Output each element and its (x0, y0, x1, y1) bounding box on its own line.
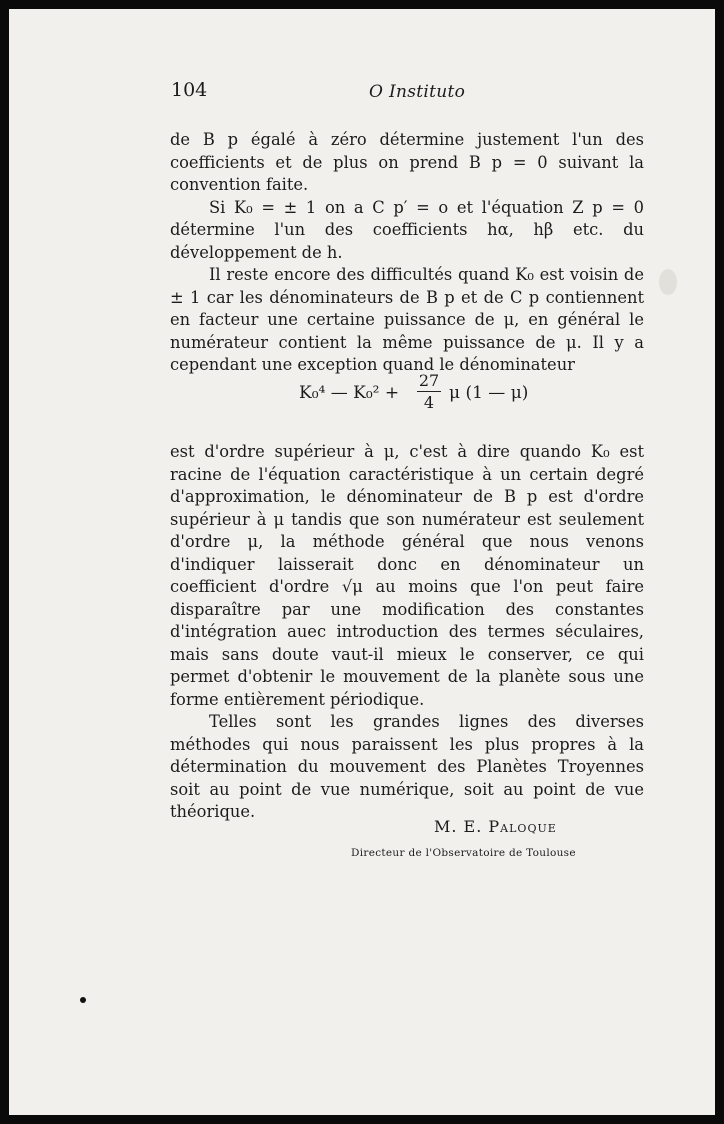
paper-fold-mark (659, 269, 677, 295)
text-after-formula (170, 441, 644, 824)
paragraph: Il reste encore des difficultés quand K₀ est voisin de ± 1 car les dénominateurs de B p et de C p contiennent en facteur une certaine puissance de μ, en général le numérateur contient la même puissance de μ. Il y a cependant une exception quand le dénominateur (170, 265, 644, 374)
text-before-formula (170, 129, 644, 377)
paragraph: Telles sont les grandes lignes des diverses méthodes qui nous paraissent les plus propres à la détermination du mouvement des Planètes Troyennes soit au point de vue numérique, soit au point de vue théorique. (170, 712, 644, 821)
fraction-denominator: 4 (423, 393, 435, 412)
journal-title: O Instituto (369, 82, 466, 102)
page-header (9, 79, 715, 103)
formula-fraction (417, 371, 441, 414)
document-page (9, 9, 715, 1115)
formula-rhs: μ (1 — μ) (449, 383, 529, 403)
displayed-formula (299, 371, 559, 427)
author-affiliation: Directeur de l'Observatoire de Toulouse (351, 847, 576, 859)
paragraph: de B p égalé à zéro détermine justement l'un des coefficients et de plus on prend B p = 0 suivant la convention faite. (170, 130, 644, 194)
ink-dot (80, 997, 86, 1003)
fraction-numerator: 27 (418, 371, 440, 390)
paragraph: est d'ordre supérieur à μ, c'est à dire quando K₀ est racine de l'équation caractéristique à un certain degré d'approximation, le dénominateur de B p est d'ordre supérieur à μ tandis que son numérateur est seulement d'ordre μ, la méthode général que nous venons d'indiquer laisserait donc en dénominateur un coefficient d'ordre √μ au moins que l'on peut faire disparaître par une modification des constantes d'intégration auec introduction des termes séculaires, mais sans doute vaut-il mieux le conserver, ce qui permet d'obtenir le mouvement de la planète sous une forme entièrement périodique. (170, 442, 644, 709)
page-number: 104 (171, 79, 208, 101)
formula-lhs: K₀⁴ — K₀² + (299, 383, 400, 403)
author-signature: M. E. Paloque (434, 817, 557, 836)
paragraph: Si K₀ = ± 1 on a C p′ = o et l'équation Z p = 0 détermine l'un des coefficients hα, hβ etc. du développement de h. (170, 197, 644, 262)
